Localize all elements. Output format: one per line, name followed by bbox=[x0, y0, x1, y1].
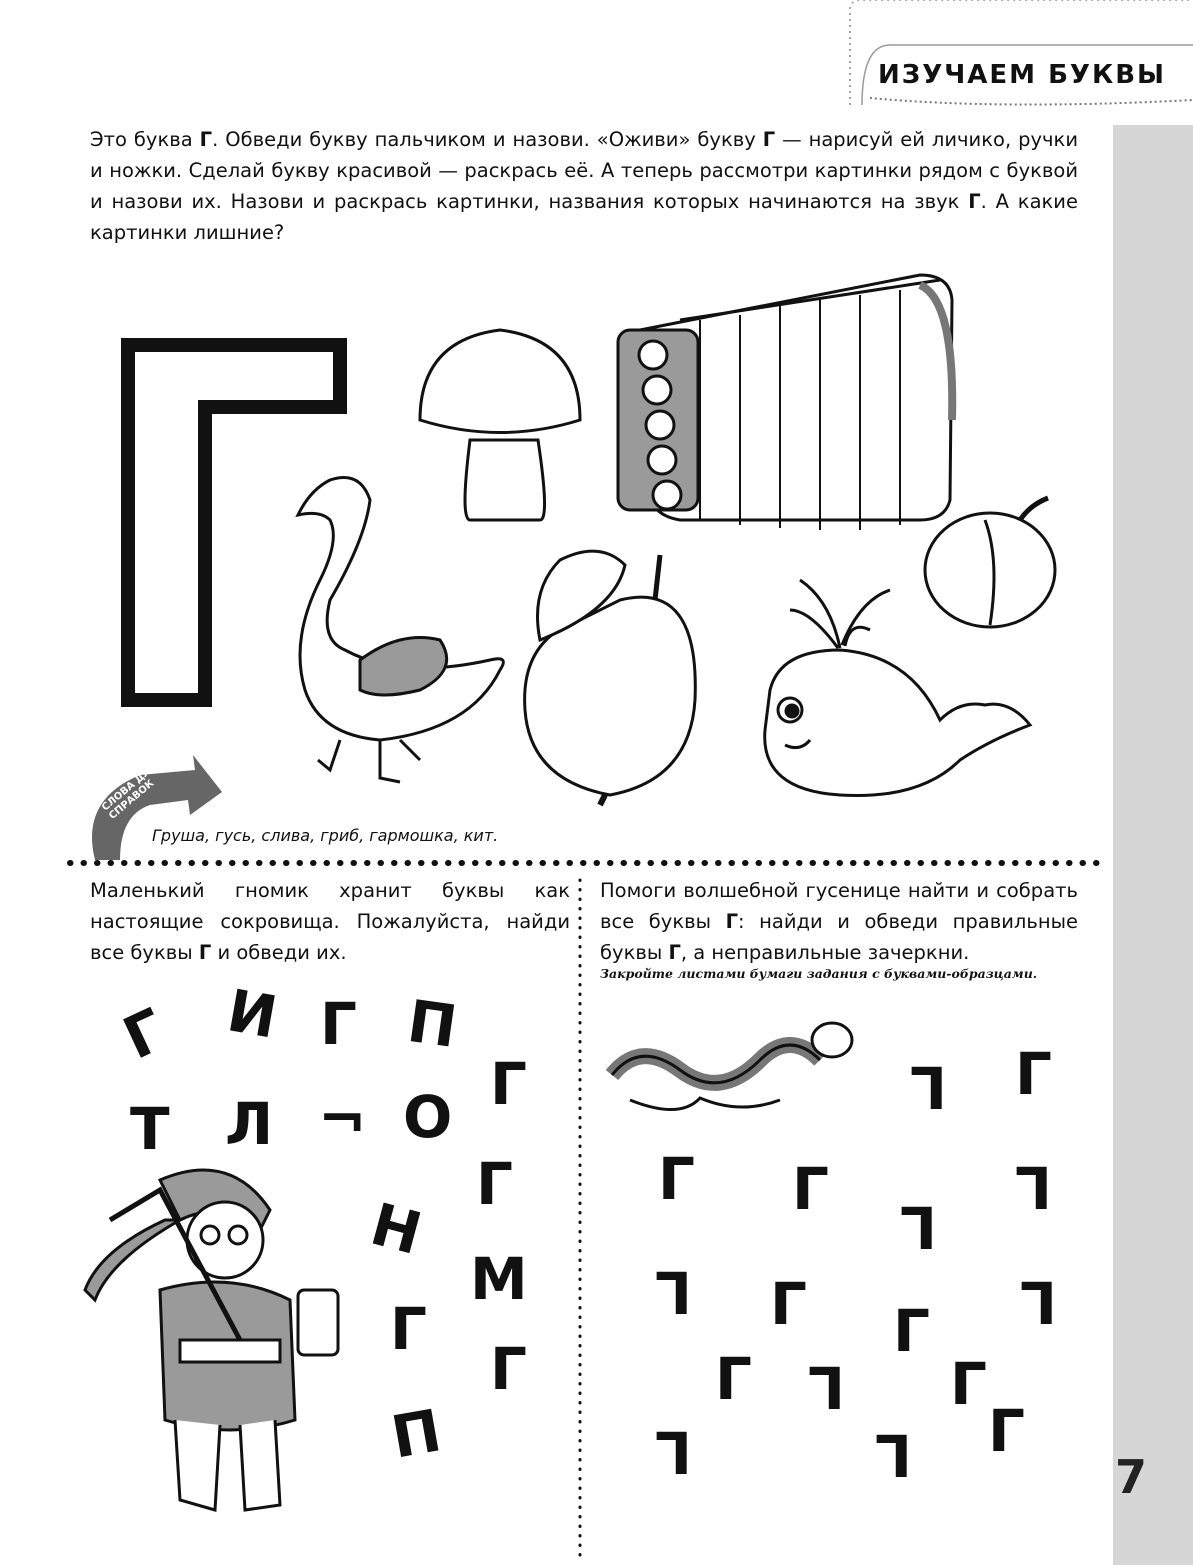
left-letter[interactable]: И bbox=[222, 976, 283, 1052]
right-task-instructions bbox=[600, 875, 1078, 968]
right-letter[interactable]: Г bbox=[655, 1420, 692, 1488]
right-letter[interactable]: Г bbox=[770, 1270, 807, 1338]
right-letter[interactable]: Г bbox=[658, 1145, 695, 1213]
goose-picture bbox=[298, 478, 503, 783]
intro-text: . Обведи букву пальчиком и назови. «Оживи» букву bbox=[212, 128, 763, 151]
right-letter[interactable]: Г bbox=[792, 1155, 829, 1223]
plum-picture bbox=[925, 498, 1055, 627]
left-letter[interactable]: П bbox=[386, 1396, 447, 1472]
right-task-text: Помоги волшебной гусенице найти и собрать все буквы bbox=[600, 879, 1078, 933]
right-letter[interactable]: Г bbox=[875, 1423, 912, 1491]
accordion-picture bbox=[618, 275, 952, 530]
page-number: 7 bbox=[1115, 1450, 1148, 1504]
caterpillar-picture bbox=[612, 1023, 852, 1110]
mushroom-picture bbox=[420, 330, 580, 520]
intro-letter: Г bbox=[968, 190, 981, 213]
left-letter[interactable]: Г bbox=[113, 995, 176, 1073]
left-letter[interactable]: Г bbox=[490, 1335, 527, 1403]
left-task-letter: Г bbox=[198, 941, 212, 964]
reference-badge-label: СЛОВА ДЛЯ СПРАВОК bbox=[100, 761, 160, 822]
right-letter[interactable]: Г bbox=[893, 1297, 930, 1365]
left-letter[interactable]: Н bbox=[364, 1189, 429, 1269]
intro-text: Это буква bbox=[90, 128, 200, 151]
right-task-text: , а неправильные зачеркни. bbox=[680, 941, 970, 964]
left-letter[interactable]: Г bbox=[320, 990, 357, 1058]
left-letter[interactable]: О bbox=[403, 1083, 453, 1151]
left-task-instructions bbox=[90, 875, 570, 968]
right-task-note: Закройте листами бумаги задания с буквами-образцами. bbox=[600, 966, 1038, 981]
left-letter[interactable]: П bbox=[403, 986, 462, 1062]
right-letter[interactable]: Г bbox=[655, 1260, 692, 1328]
left-letter[interactable]: Г bbox=[390, 1295, 427, 1363]
left-task-text: Маленький гномик хранит буквы как настоящие сокровища. Пожалуйста, найди все буквы bbox=[90, 879, 570, 964]
right-letter[interactable]: Г bbox=[808, 1355, 845, 1423]
right-task-letter: Г bbox=[668, 941, 681, 964]
left-letter[interactable]: ¬ bbox=[318, 1085, 367, 1153]
right-task-text: : найди и обведи правильные буквы bbox=[600, 910, 1078, 964]
pear-picture bbox=[525, 551, 696, 805]
left-task-text: и обведи их. bbox=[211, 941, 347, 964]
right-letter[interactable]: Г bbox=[1015, 1040, 1052, 1108]
left-letter[interactable]: Г bbox=[476, 1150, 513, 1218]
left-letter[interactable]: Л bbox=[225, 1090, 274, 1158]
right-letter[interactable]: Г bbox=[1015, 1155, 1052, 1223]
right-letter[interactable]: Г bbox=[910, 1055, 947, 1123]
right-letter[interactable]: Г bbox=[715, 1345, 752, 1413]
left-letter[interactable]: Г bbox=[490, 1050, 527, 1118]
intro-letter: Г bbox=[762, 128, 776, 151]
reference-words: Груша, гусь, слива, гриб, гармошка, кит. bbox=[152, 826, 499, 845]
header-underline bbox=[870, 98, 1193, 105]
gnome-picture bbox=[85, 1170, 338, 1510]
right-letter[interactable]: Г bbox=[900, 1195, 937, 1263]
left-letter[interactable]: Т bbox=[130, 1095, 170, 1163]
right-letter[interactable]: Г bbox=[950, 1350, 987, 1418]
intro-instructions bbox=[90, 124, 1078, 248]
right-task-letter: Г bbox=[725, 910, 739, 933]
right-letter[interactable]: Г bbox=[988, 1397, 1025, 1465]
left-letter[interactable]: М bbox=[470, 1245, 528, 1313]
right-letter[interactable]: Г bbox=[1020, 1270, 1057, 1338]
header-title: ИЗУЧАЕМ БУКВЫ bbox=[878, 60, 1166, 90]
intro-text: . А какие картинки лишние? bbox=[90, 190, 1078, 244]
intro-text: — нарисуй ей личико, ручки и ножки. Сделай букву красивой — раскрась её. А теперь рассмотри картинки рядом с буквой и назови их. Назови и раскрась картинки, названия которых начинаются на звук bbox=[90, 128, 1079, 213]
intro-letter: Г bbox=[199, 128, 213, 151]
